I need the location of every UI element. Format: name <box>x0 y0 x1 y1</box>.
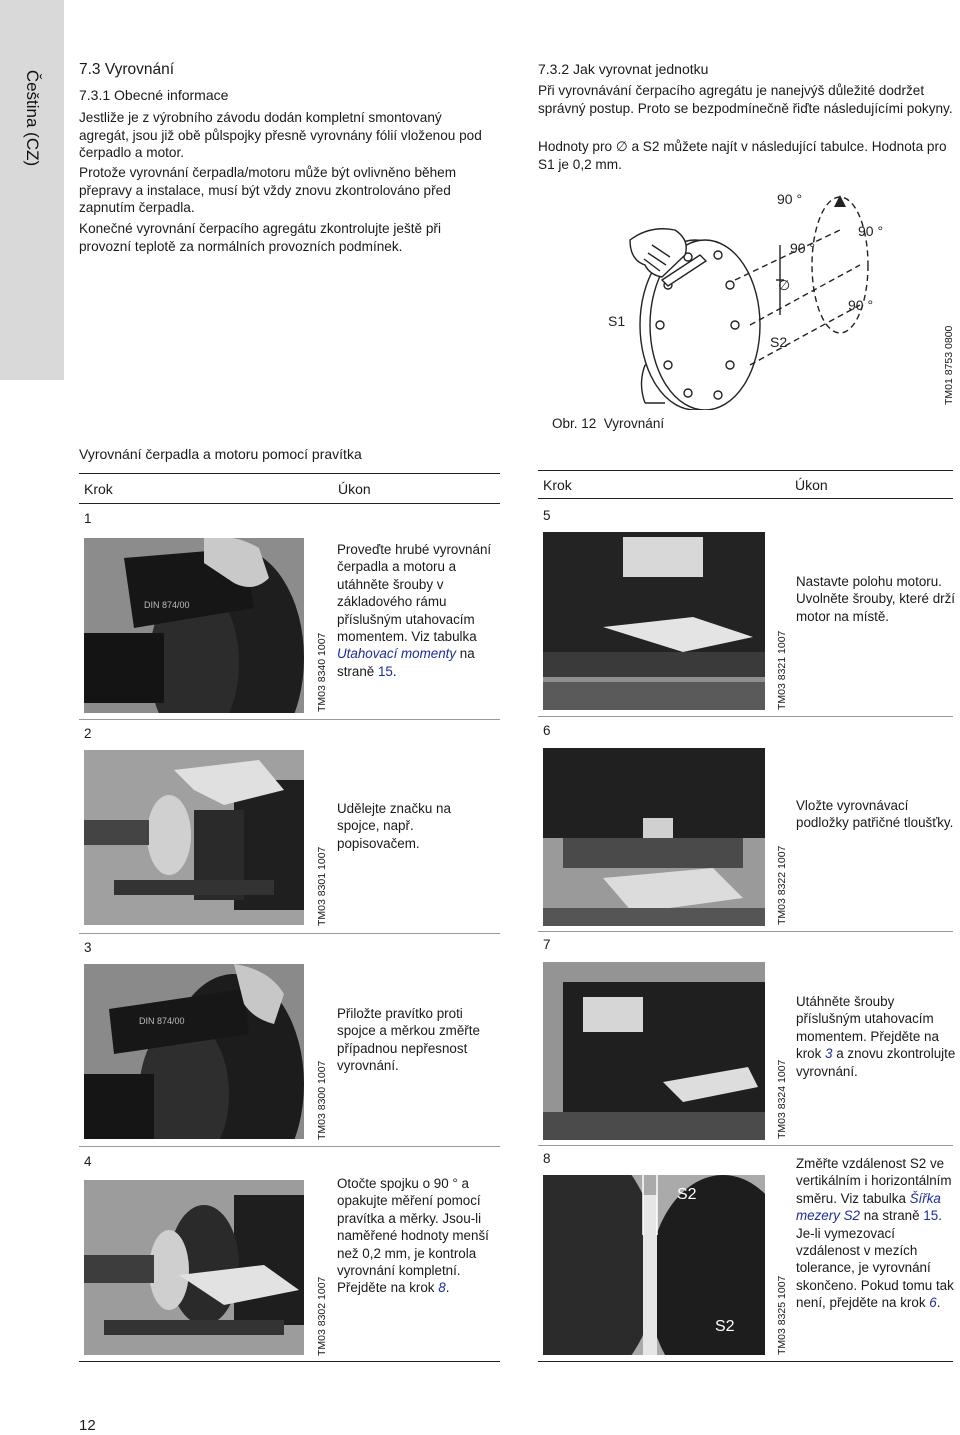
step-number: 5 <box>543 508 551 523</box>
table-rule-head-right <box>538 498 953 499</box>
angle-label-mid: 90 ° <box>790 240 816 256</box>
step-number: 3 <box>84 940 92 955</box>
step-text-mid: na straně <box>860 1208 924 1224</box>
photo-code: TM03 8321 1007 <box>776 630 788 710</box>
ruler-text: DIN 874/00 <box>144 600 190 610</box>
step-number: 7 <box>543 937 551 952</box>
step-ref-link[interactable]: 3 <box>825 1046 833 1062</box>
intro-paragraph-3: Konečné vyrovnání čerpacího agregátu zkontrolujte ještě při provozní teplotě za normálních provozních podmínek. <box>79 221 441 254</box>
step-text <box>337 541 497 680</box>
step-number: 4 <box>84 1154 92 1169</box>
gap-table-link[interactable]: Šířka mezery S2 <box>796 1190 941 1224</box>
step-text <box>796 993 956 1080</box>
step-divider <box>79 1146 500 1147</box>
figure-caption-text: Vyrovnání <box>603 416 665 431</box>
photo-code: TM03 8322 1007 <box>776 845 788 925</box>
step-text-end: a znovu zkontrolujte vyrovnání. <box>796 1046 956 1079</box>
gap-label-bottom: S2 <box>715 1318 735 1335</box>
s1-label: S1 <box>608 313 626 329</box>
step-ref-link[interactable]: 8 <box>438 1280 446 1296</box>
torque-table-link[interactable]: Utahovací momenty <box>337 646 457 662</box>
step-divider <box>538 931 953 932</box>
step-photo <box>543 962 765 1140</box>
angle-label-top: 90 ° <box>777 191 803 207</box>
step-photo <box>543 1175 765 1355</box>
table-rule-bottom-right <box>538 1361 953 1362</box>
figure-caption <box>552 416 664 431</box>
photo-code: TM03 8324 1007 <box>776 1059 788 1139</box>
page-ref-link[interactable]: 15 <box>377 663 393 679</box>
step-text-main: Změřte vzdálenost S2 ve vertikálním i horizontálním směru. Viz tabulka <box>796 1156 952 1206</box>
language-tab-label: Čeština (CZ) <box>23 69 42 167</box>
subsection-title: 7.3.2 Jak vyrovnat jednotku <box>538 61 709 77</box>
table-title: Vyrovnání čerpadla a motoru pomocí pravítka <box>79 446 362 462</box>
step-number: 2 <box>84 726 92 741</box>
step-text-end2: . <box>936 1295 941 1311</box>
intro-paragraph-1: Jestliže je z výrobního závodu dodán kompletní smontovaný agregát, jsou již obě půlspojky přesně vyrovnány fólií vloženou pod čerpadlo a motor. <box>79 110 482 161</box>
angle-label-bottom: 90 ° <box>848 297 874 313</box>
table-rule-bottom-left <box>79 1361 500 1362</box>
step-text: Přiložte pravítko proti spojce a měrkou změřte případnou nepřesnost vyrovnání. <box>337 1006 480 1074</box>
page-number: 12 <box>79 1417 96 1434</box>
intro-paragraph-2: Protože vyrovnání čerpadla/motoru může být ovlivněno během přepravy a instalace, musí být vždy znovu zkontrolováno před zapnutím čerpadla. <box>79 165 457 216</box>
angle-label-right: 90 ° <box>858 223 884 239</box>
subsection-paragraph-1: Při vyrovnávání čerpacího agregátu je nanejvýš důležité dodržet správný postup. Proto se bezpodmínečně řiďte následujícími pokyny. <box>538 83 953 116</box>
step-photo <box>84 1180 304 1355</box>
table-header-step-left: Krok <box>84 481 113 497</box>
alignment-figure <box>590 185 910 410</box>
step-text-main: Utáhněte šrouby příslušným utahovacím momentem. Přejděte na krok <box>796 994 939 1062</box>
figure-caption-label: Obr. 12 <box>552 416 597 431</box>
s2-label: S2 <box>770 334 788 350</box>
ruler-text: DIN 874/00 <box>139 1016 185 1026</box>
step-photo <box>84 538 304 713</box>
step-text-mid: na straně <box>337 646 475 679</box>
photo-code: TM03 8302 1007 <box>316 1276 328 1356</box>
section-title: 7.3 Vyrovnání <box>79 61 175 78</box>
photo-code: TM03 8301 1007 <box>316 846 328 926</box>
table-rule-top-right <box>538 470 953 471</box>
step-text-main: Otočte spojku o 90 ° a opakujte měření pomocí pravítka a měrky. Jsou-li naměřené hodnoty menší než 0,2 mm, je kontrola vyrovnání kompletní. Přejděte na krok <box>337 1176 489 1296</box>
figure-code: TM01 8753 0800 <box>943 325 955 405</box>
step-text-end: . Je-li vymezovací vzdálenost v mezích tolerance, je vyrovnání skončeno. Pokud tomu tak není, přejděte na krok <box>796 1208 954 1311</box>
step-text-end: . <box>445 1280 450 1296</box>
table-rule-top-left <box>79 473 500 474</box>
gap-label-top: S2 <box>677 1186 697 1203</box>
step-number: 6 <box>543 723 551 738</box>
photo-code: TM03 8340 1007 <box>316 632 328 712</box>
step-number: 1 <box>84 511 92 526</box>
step-photo <box>84 964 304 1139</box>
diameter-label: ∅ <box>778 277 791 293</box>
language-tab <box>0 0 64 380</box>
table-header-action-left: Úkon <box>338 481 371 497</box>
step-divider <box>538 716 953 717</box>
step-number: 8 <box>543 1151 551 1166</box>
subsection-paragraph-2: Hodnoty pro ∅ a S2 můžete najít v následující tabulce. Hodnota pro S1 je 0,2 mm. <box>538 139 947 172</box>
step-text <box>796 1155 956 1312</box>
table-header-action-right: Úkon <box>795 477 828 493</box>
step-text-end: . <box>392 663 397 679</box>
step-text <box>337 1175 497 1297</box>
step-photo <box>543 532 765 710</box>
table-rule-head-left <box>79 503 500 504</box>
photo-code: TM03 8325 1007 <box>776 1275 788 1355</box>
step-photo <box>84 750 304 925</box>
alignment-diagram <box>590 185 910 410</box>
table-header-step-right: Krok <box>543 477 572 493</box>
step-text: Vložte vyrovnávací podložky patřičné tloušťky. <box>796 798 954 831</box>
step-divider <box>538 1145 953 1146</box>
photo-code: TM03 8300 1007 <box>316 1060 328 1140</box>
step-text: Udělejte značku na spojce, např. popisovačem. <box>337 801 451 851</box>
step-divider <box>79 933 500 934</box>
section-subtitle: 7.3.1 Obecné informace <box>79 87 229 103</box>
step-ref-link[interactable]: 6 <box>929 1295 937 1311</box>
step-photo <box>543 748 765 926</box>
step-divider <box>79 719 500 720</box>
step-text: Nastavte polohu motoru. Uvolněte šrouby, které drží motor na místě. <box>796 574 956 624</box>
step-text-main: Proveďte hrubé vyrovnání čerpadla a motoru a utáhněte šrouby v základového rámu příslušným utahovacím momentem. Viz tabulka <box>337 542 492 645</box>
page-ref-link[interactable]: 15 <box>923 1208 939 1224</box>
